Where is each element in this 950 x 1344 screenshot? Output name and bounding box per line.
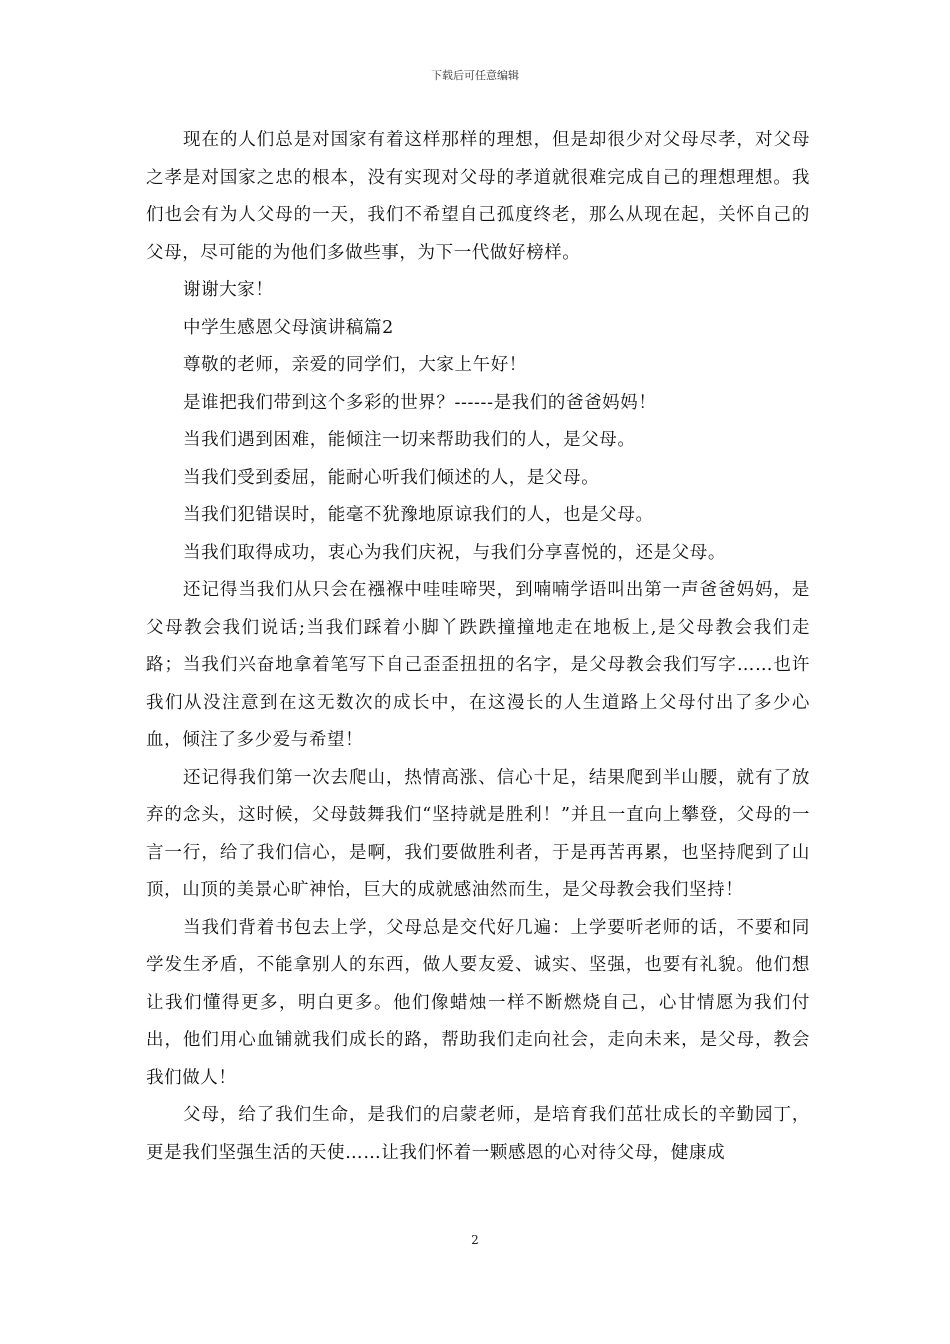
paragraph: 还记得当我们从只会在襁褓中哇哇啼哭，到喃喃学语叫出第一声爸爸妈妈，是父母教会我们说话;当我们踩着小脚丫跌跌撞撞地走在地板上,是父母教会我们走路；当我们兴奋地拿着笔写下自己歪歪扭扭的名字，是父母教会我们写字……也许我们从没注意到在这无数次的成长中，在这漫长的人生道路上父母付出了多少心血，倾注了多少爱与希望！: [146, 580, 810, 750]
paragraph: 是谁把我们带到这个多彩的世界？------是我们的爸爸妈妈！: [183, 392, 657, 413]
paragraph: 父母，给了我们生命，是我们的启蒙老师，是培育我们茁壮成长的辛勤园丁，更是我们坚强生活的天使……让我们怀着一颗感恩的心对待父母，健康成: [146, 1105, 810, 1163]
paragraph: 当我们遇到困难，能倾注一切来帮助我们的人，是父母。: [183, 430, 636, 450]
page-header: 下载后可任意编辑: [431, 69, 519, 82]
paragraph: 尊敬的老师，亲爱的同学们，大家上午好！: [183, 355, 527, 375]
paragraph: 当我们取得成功，衷心为我们庆祝，与我们分享喜悦的，还是父母。: [183, 542, 726, 563]
document-body: [146, 122, 810, 1172]
paragraph: 谢谢大家！: [183, 280, 274, 300]
paragraph: 当我们犯错误时，能毫不犹豫地原谅我们的人，也是父母。: [183, 505, 654, 525]
paragraph: 现在的人们总是对国家有着这样那样的理想，但是却很少对父母尽孝，对父母之孝是对国家之忠的根本，没有实现对父母的孝道就很难完成自己的理想理想。我们也会有为人父母的一天，我们不希望自己孤度终老，那么从现在起，关怀自己的父母，尽可能的为他们多做些事，为下一代做好榜样。: [146, 130, 810, 263]
paragraph: 当我们受到委屈，能耐心听我们倾述的人，是父母。: [183, 467, 600, 488]
paragraph: 还记得我们第一次去爬山，热情高涨、信心十足，结果爬到半山腰，就有了放弃的念头，这时候，父母鼓舞我们“坚持就是胜利！”并且一直向上攀登，父母的一言一行，给了我们信心，是啊，我们要做胜利者，于是再苦再累，也坚持爬到了山顶，山顶的美景心旷神怡，巨大的成就感油然而生，是父母教会我们坚持！: [146, 767, 810, 900]
page-number: 2: [471, 1233, 479, 1247]
section-heading: 中学生感恩父母演讲稿篇2: [183, 317, 394, 338]
paragraph: 当我们背着书包去上学，父母总是交代好几遍：上学要听老师的话，不要和同学发生矛盾，不能拿别人的东西，做人要友爱、诚实、坚强，也要有礼貌。他们想让我们懂得更多，明白更多。他们像蜡烛一样不断燃烧自己，心甘情愿为我们付出，他们用心血铺就我们成长的路，帮助我们走向社会，走向未来，是父母，教会我们做人！: [146, 917, 810, 1088]
